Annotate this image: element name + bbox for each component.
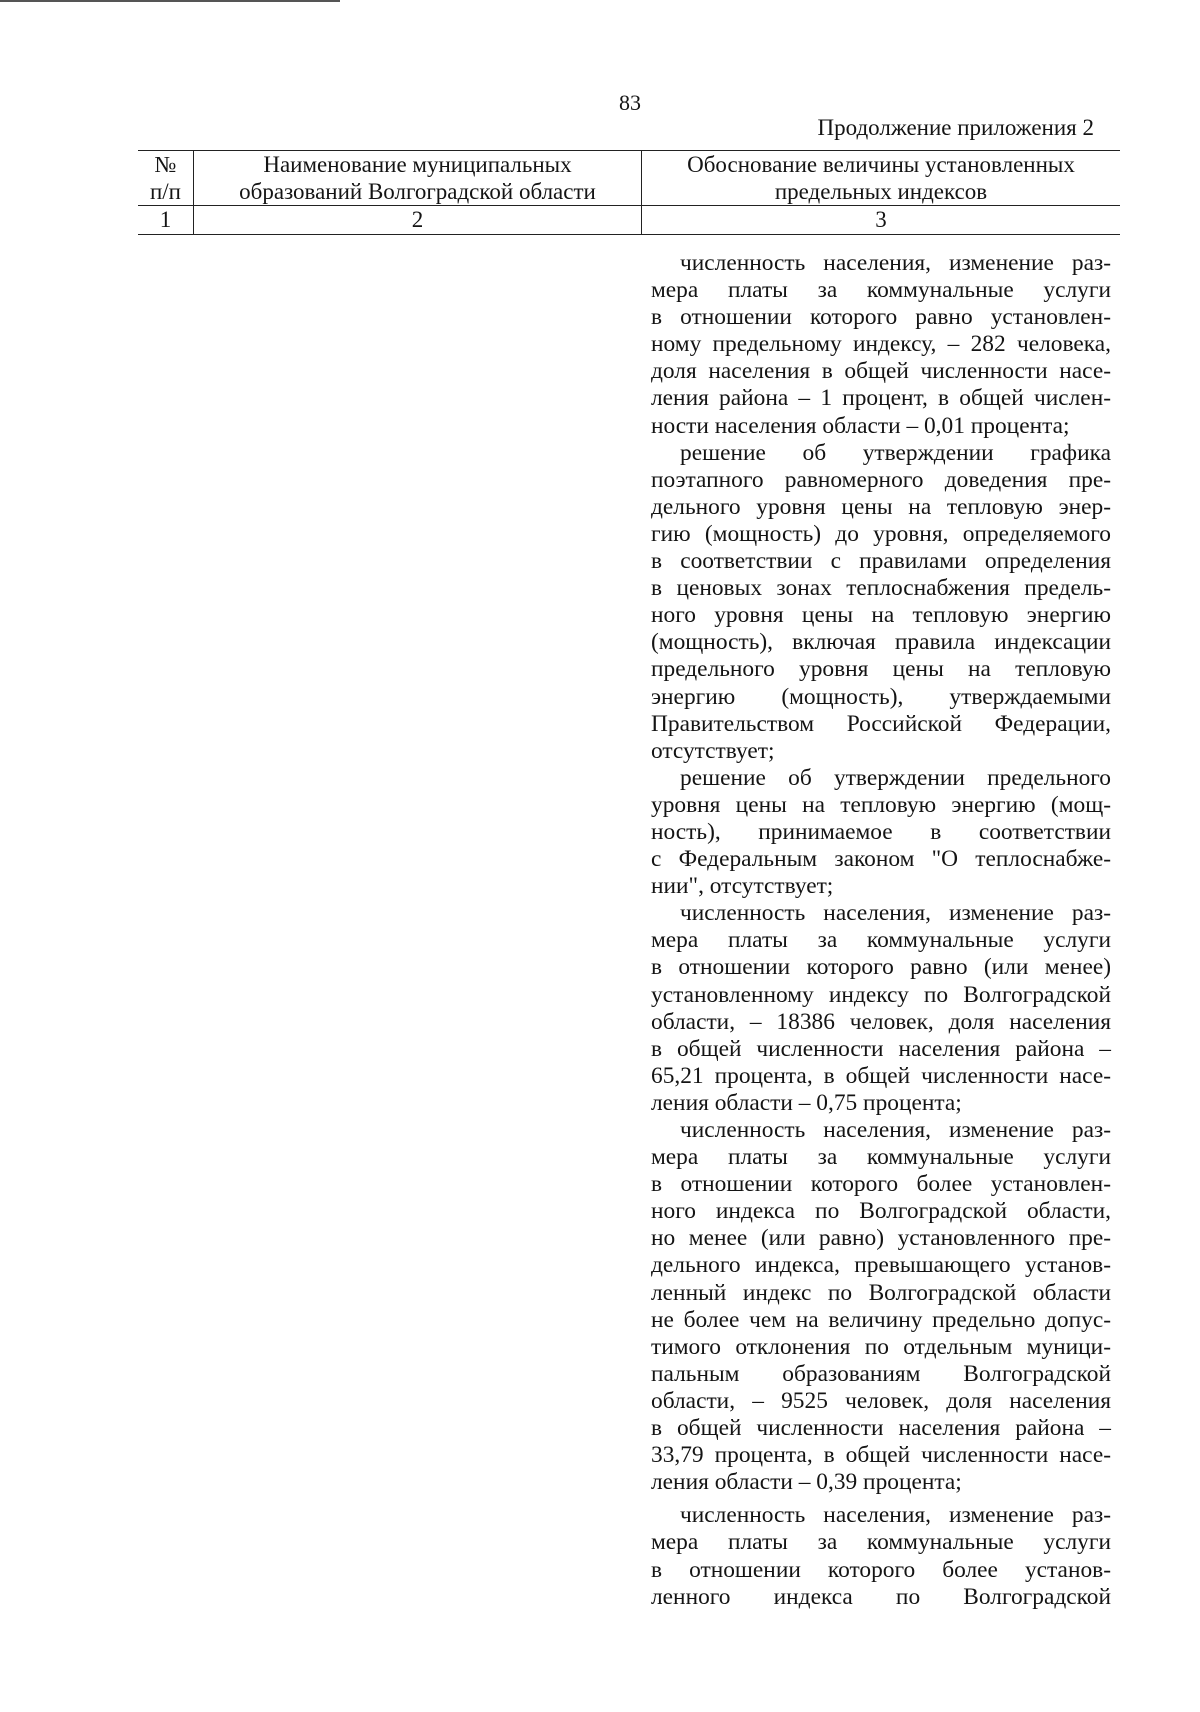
text-line: мера платы за коммунальные услуги [651, 277, 1111, 304]
text-line: мера платы за коммунальные услуги [651, 1529, 1111, 1556]
text-line: дельного индекса, превышающего установ- [651, 1252, 1111, 1279]
text-line: численность населения, изменение раз- [680, 1502, 1111, 1529]
text-line: ного уровня цены на тепловую энергию [651, 602, 1111, 629]
text-line: Правительством Российской Федерации, [651, 710, 1111, 737]
text-line: установленному индексу по Волгоградской [651, 981, 1111, 1008]
text-line: решение об утверждении графика [680, 439, 1111, 466]
text-line: ности населения области – 0,01 процента; [651, 412, 1070, 439]
justification-column [651, 250, 1111, 1611]
text-line: 65,21 процента, в общей численности насе- [651, 1062, 1111, 1089]
paragraph [651, 250, 1111, 440]
text-line: мера платы за коммунальные услуги [651, 1144, 1111, 1171]
text-line: ность), принимаемое в соответствии [651, 818, 1111, 845]
header-col-number: № п/п [138, 151, 194, 206]
text-line: области, – 9525 человек, доля населения [651, 1387, 1111, 1414]
text-line: ному предельному индексу, – 282 человека, [651, 331, 1111, 358]
text-line: ления района – 1 процент, в общей числен- [651, 385, 1111, 412]
text-line: ленный индекс по Волгоградской области [651, 1279, 1111, 1306]
text-line: в общей численности населения района – [651, 1415, 1111, 1442]
text-line: нии", отсутствует; [651, 873, 834, 900]
paragraph [651, 900, 1111, 1117]
text-line: (мощность), включая правила индексации [651, 629, 1111, 656]
text-line: численность населения, изменение раз- [680, 900, 1111, 927]
paragraph [651, 1502, 1111, 1610]
table-header [138, 150, 1120, 235]
text-line: в общей численности населения района – [651, 1035, 1111, 1062]
text-line: пальным образованиям Волгоградской [651, 1360, 1111, 1387]
text-line: тимого отклонения по отдельным муници- [651, 1333, 1111, 1360]
text-line: не более чем на величину предельно допус- [651, 1306, 1111, 1333]
column-number-1: 1 [138, 206, 194, 235]
appendix-note: Продолжение приложения 2 [817, 115, 1094, 140]
text-line: численность населения, изменение раз- [680, 250, 1111, 276]
text-line: численность населения, изменение раз- [680, 1117, 1111, 1143]
text-line: в отношении которого равно установлен- [651, 304, 1111, 331]
page-number: 83 [619, 90, 641, 115]
text-line: ленного индекса по Волгоградской [651, 1583, 1111, 1610]
text-line: гию (мощность) до уровня, определяемого [651, 520, 1111, 547]
text-line: в отношении которого равно (или менее) [651, 954, 1111, 981]
text-line: ления области – 0,75 процента; [651, 1089, 962, 1116]
text-line: области, – 18386 человек, доля населения [651, 1008, 1111, 1035]
text-line: но менее (или равно) установленного пре- [651, 1225, 1111, 1252]
text-line: в отношении которого более установ- [651, 1556, 1111, 1583]
text-line: в соответствии с правилами определения [651, 548, 1111, 575]
text-line: энергию (мощность), утверждаемыми [651, 683, 1111, 710]
text-line: поэтапного равномерного доведения пре- [651, 466, 1111, 493]
text-line: мера платы за коммунальные услуги [651, 927, 1111, 954]
text-line: доля населения в общей численности насе- [651, 358, 1111, 385]
text-line: в отношении которого более установлен- [651, 1171, 1111, 1198]
paragraph [651, 765, 1111, 900]
top-rule [0, 0, 340, 2]
text-line: в ценовых зонах теплоснабжения предель- [651, 575, 1111, 602]
text-line: уровня цены на тепловую энергию (мощ- [651, 791, 1111, 818]
text-line: ления области – 0,39 процента; [651, 1469, 962, 1496]
paragraph [651, 1117, 1111, 1496]
text-line: предельного уровня цены на тепловую [651, 656, 1111, 683]
header-row [138, 151, 1120, 206]
column-numbers-row [138, 206, 1120, 235]
column-number-2: 2 [194, 206, 642, 235]
paragraph [651, 440, 1111, 765]
text-line: 33,79 процента, в общей численности насе- [651, 1442, 1111, 1469]
text-line: решение об утверждении предельного [680, 764, 1111, 791]
text-line: дельного уровня цены на тепловую энер- [651, 493, 1111, 520]
text-line: отсутствует; [651, 737, 775, 764]
header-col-basis: Обоснование величины установленных предельных индексов [642, 151, 1121, 206]
text-line: с Федеральным законом "О теплоснабже- [651, 846, 1111, 873]
text-line: ного индекса по Волгоградской области, [651, 1198, 1111, 1225]
header-col-name: Наименование муниципальных образований Волгоградской области [194, 151, 642, 206]
column-number-3: 3 [642, 206, 1121, 235]
